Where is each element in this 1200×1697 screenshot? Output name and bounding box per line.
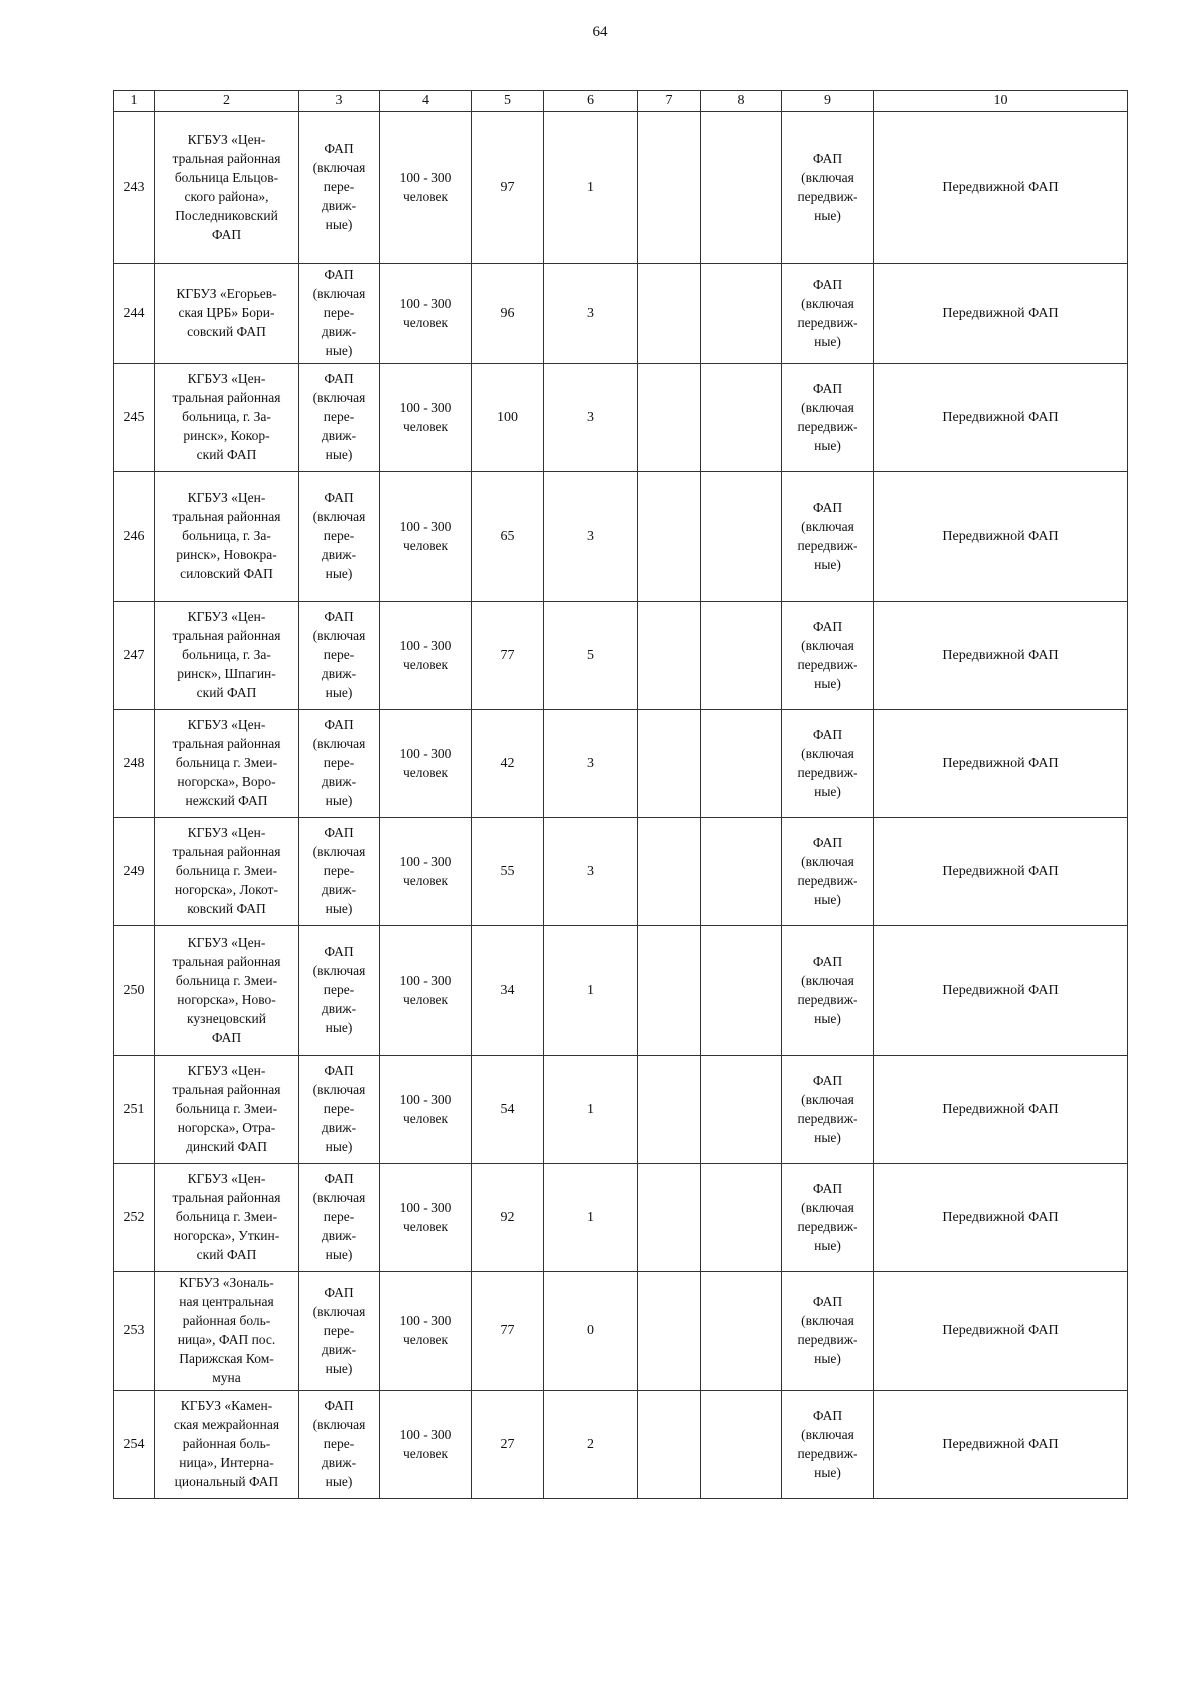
facility-type-cell <box>299 602 380 710</box>
column-7-cell <box>638 602 701 710</box>
organization-text: КГБУЗ «Зональ- ная центральная районная боль- ница», ФАП пос. Парижская Ком- муна <box>177 1275 276 1385</box>
column-5-text: 96 <box>500 305 515 321</box>
table-row <box>114 926 1128 1056</box>
column-6-text: 3 <box>587 863 594 879</box>
population-cell <box>380 1391 472 1499</box>
row-number-text: 246 <box>123 528 145 544</box>
row-number-cell <box>114 112 155 264</box>
column-6-cell <box>544 472 638 602</box>
column-7-cell <box>638 1164 701 1272</box>
column-9-cell <box>782 1164 874 1272</box>
organization-cell <box>155 364 299 472</box>
column-5-cell <box>472 1272 544 1391</box>
column-7-cell <box>638 710 701 818</box>
column-10-text: Передвижной ФАП <box>942 647 1059 663</box>
column-7-cell <box>638 112 701 264</box>
column-7-cell <box>638 472 701 602</box>
column-6-cell <box>544 1391 638 1499</box>
column-header-1: 1 <box>114 91 155 112</box>
column-5-text: 42 <box>500 755 515 771</box>
organization-cell <box>155 926 299 1056</box>
organization-text: КГБУЗ «Цен- тральная районная больница г. Змеи- ногорска», Отра- динский ФАП <box>172 1063 281 1154</box>
column-7-cell <box>638 364 701 472</box>
population-text: 100 - 300 человек <box>399 637 452 672</box>
column-6-cell <box>544 1272 638 1391</box>
organization-cell <box>155 602 299 710</box>
table-row <box>114 1391 1128 1499</box>
column-5-cell <box>472 364 544 472</box>
column-7-cell <box>638 1272 701 1391</box>
organization-text: КГБУЗ «Цен- тральная районная больница, г. За- ринск», Шпагин- ский ФАП <box>172 609 281 700</box>
population-cell <box>380 1164 472 1272</box>
column-10-cell <box>874 1056 1128 1164</box>
population-cell <box>380 112 472 264</box>
table-row <box>114 264 1128 364</box>
column-header-2: 2 <box>155 91 299 112</box>
column-6-text: 3 <box>587 528 594 544</box>
facility-type-text: ФАП (включая пере- движ- ные) <box>312 141 366 232</box>
facility-type-text: ФАП (включая пере- движ- ные) <box>312 1063 366 1154</box>
facility-type-text: ФАП (включая пере- движ- ные) <box>312 825 366 916</box>
column-5-text: 55 <box>500 863 515 879</box>
population-text: 100 - 300 человек <box>399 1426 452 1461</box>
column-6-text: 2 <box>587 1436 594 1452</box>
column-5-cell <box>472 710 544 818</box>
population-text: 100 - 300 человек <box>399 972 452 1007</box>
column-5-cell <box>472 926 544 1056</box>
facility-type-cell <box>299 364 380 472</box>
column-10-text: Передвижной ФАП <box>942 179 1059 195</box>
column-9-text: ФАП (включая передвиж- ные) <box>797 1072 858 1145</box>
row-number-text: 245 <box>123 409 145 425</box>
column-6-cell <box>544 926 638 1056</box>
facility-type-cell <box>299 1391 380 1499</box>
column-6-cell <box>544 818 638 926</box>
column-9-text: ФАП (включая передвиж- ные) <box>797 1180 858 1253</box>
column-10-text: Передвижной ФАП <box>942 305 1059 321</box>
column-8-cell <box>701 602 782 710</box>
column-5-text: 77 <box>500 1323 515 1338</box>
column-6-text: 5 <box>587 647 594 663</box>
column-5-cell <box>472 1164 544 1272</box>
population-text: 100 - 300 человек <box>399 745 452 780</box>
column-5-text: 65 <box>500 528 515 544</box>
column-10-cell <box>874 1272 1128 1391</box>
row-number-cell <box>114 264 155 364</box>
column-6-cell <box>544 112 638 264</box>
facility-type-text: ФАП (включая пере- движ- ные) <box>312 267 366 358</box>
organization-cell <box>155 710 299 818</box>
facility-type-cell <box>299 1056 380 1164</box>
column-9-cell <box>782 1056 874 1164</box>
organization-cell <box>155 1272 299 1391</box>
organization-cell <box>155 1056 299 1164</box>
organization-text: КГБУЗ «Цен- тральная районная больница г. Змеи- ногорска», Ново- кузнецовский ФАП <box>172 934 281 1045</box>
organization-text: КГБУЗ «Цен- тральная районная больница г. Змеи- ногорска», Уткин- ский ФАП <box>172 1171 281 1262</box>
organization-cell <box>155 264 299 364</box>
population-cell <box>380 818 472 926</box>
column-6-cell <box>544 264 638 364</box>
column-10-cell <box>874 472 1128 602</box>
column-9-text: ФАП (включая передвиж- ные) <box>797 834 858 907</box>
row-number-text: 250 <box>123 982 145 998</box>
organization-cell <box>155 472 299 602</box>
column-10-cell <box>874 710 1128 818</box>
column-8-cell <box>701 710 782 818</box>
population-cell <box>380 364 472 472</box>
column-5-cell <box>472 1391 544 1499</box>
column-9-cell <box>782 264 874 364</box>
facility-type-text: ФАП (включая пере- движ- ные) <box>312 1284 366 1376</box>
column-5-text: 97 <box>500 179 515 195</box>
column-7-cell <box>638 926 701 1056</box>
row-number-cell <box>114 1056 155 1164</box>
column-8-cell <box>701 1056 782 1164</box>
table-body <box>114 112 1128 1499</box>
row-number-cell <box>114 1391 155 1499</box>
facility-type-text: ФАП (включая пере- движ- ные) <box>312 944 366 1035</box>
table-row <box>114 1272 1128 1391</box>
column-10-text: Передвижной ФАП <box>942 1436 1059 1452</box>
organization-cell <box>155 112 299 264</box>
column-5-text: 27 <box>500 1436 515 1452</box>
facility-type-cell <box>299 472 380 602</box>
population-text: 100 - 300 человек <box>399 295 452 330</box>
column-5-cell <box>472 472 544 602</box>
column-5-text: 92 <box>500 1209 515 1225</box>
column-7-cell <box>638 818 701 926</box>
column-5-text: 100 <box>497 409 518 425</box>
column-10-cell <box>874 926 1128 1056</box>
facility-type-cell <box>299 926 380 1056</box>
facility-type-text: ФАП (включая пере- движ- ные) <box>312 717 366 808</box>
column-10-cell <box>874 1391 1128 1499</box>
column-9-text: ФАП (включая передвиж- ные) <box>797 618 858 691</box>
organization-cell <box>155 1391 299 1499</box>
column-header-10: 10 <box>874 91 1128 112</box>
column-6-text: 0 <box>587 1323 594 1338</box>
column-6-text: 3 <box>587 755 594 771</box>
population-cell <box>380 1056 472 1164</box>
column-9-text: ФАП (включая передвиж- ные) <box>797 499 858 572</box>
column-header-5: 5 <box>472 91 544 112</box>
column-5-cell <box>472 602 544 710</box>
column-10-text: Передвижной ФАП <box>942 1209 1059 1225</box>
column-8-cell <box>701 364 782 472</box>
column-9-cell <box>782 602 874 710</box>
column-10-cell <box>874 1164 1128 1272</box>
row-number-cell <box>114 364 155 472</box>
facility-type-text: ФАП (включая пере- движ- ные) <box>312 1398 366 1489</box>
column-8-cell <box>701 926 782 1056</box>
row-number-cell <box>114 1164 155 1272</box>
table-row <box>114 112 1128 264</box>
organization-text: КГБУЗ «Цен- тральная районная больница г. Змеи- ногорска», Локот- ковский ФАП <box>172 825 281 916</box>
column-9-cell <box>782 926 874 1056</box>
column-9-text: ФАП (включая передвиж- ные) <box>797 953 858 1026</box>
table-row <box>114 710 1128 818</box>
row-number-cell <box>114 602 155 710</box>
row-number-text: 252 <box>123 1209 145 1225</box>
column-5-text: 34 <box>500 982 515 998</box>
column-9-cell <box>782 710 874 818</box>
organization-text: КГБУЗ «Цен- тральная районная больница, г. За- ринск», Кокор- ский ФАП <box>172 371 281 462</box>
column-5-cell <box>472 818 544 926</box>
organization-text: КГБУЗ «Цен- тральная районная больница, г. За- ринск», Новокра- силовский ФАП <box>172 490 281 581</box>
column-9-cell <box>782 112 874 264</box>
facility-type-text: ФАП (включая пере- движ- ные) <box>312 371 366 462</box>
column-5-text: 77 <box>500 647 515 663</box>
column-10-text: Передвижной ФАП <box>942 755 1059 771</box>
facility-type-text: ФАП (включая пере- движ- ные) <box>312 609 366 700</box>
row-number-text: 248 <box>123 755 145 771</box>
population-cell <box>380 472 472 602</box>
column-10-cell <box>874 264 1128 364</box>
facility-type-cell <box>299 264 380 364</box>
column-10-text: Передвижной ФАП <box>942 528 1059 544</box>
column-8-cell <box>701 1272 782 1391</box>
page-number: 64 <box>592 24 608 40</box>
population-text: 100 - 300 человек <box>399 1091 452 1126</box>
column-10-text: Передвижной ФАП <box>942 863 1059 879</box>
organization-text: КГБУЗ «Цен- тральная районная больница Ельцов- ского района», Последниковский ФАП <box>172 131 281 242</box>
column-9-text: ФАП (включая передвиж- ные) <box>797 380 858 453</box>
population-cell <box>380 1272 472 1391</box>
population-cell <box>380 926 472 1056</box>
column-6-cell <box>544 602 638 710</box>
row-number-text: 249 <box>123 863 145 879</box>
column-6-cell <box>544 364 638 472</box>
column-10-text: Передвижной ФАП <box>942 982 1059 998</box>
facility-type-cell <box>299 818 380 926</box>
population-cell <box>380 602 472 710</box>
column-header-4: 4 <box>380 91 472 112</box>
column-header-8: 8 <box>701 91 782 112</box>
column-header-7: 7 <box>638 91 701 112</box>
organization-text: КГБУЗ «Камен- ская межрайонная районная боль- ница», Интерна- циональный ФАП <box>173 1398 280 1489</box>
row-number-text: 254 <box>123 1436 145 1452</box>
facility-type-text: ФАП (включая пере- движ- ные) <box>312 1171 366 1262</box>
row-number-cell <box>114 472 155 602</box>
table-row <box>114 1164 1128 1272</box>
row-number-cell <box>114 1272 155 1391</box>
column-5-cell <box>472 264 544 364</box>
column-10-text: Передвижной ФАП <box>942 409 1059 425</box>
column-7-cell <box>638 1391 701 1499</box>
table-row <box>114 364 1128 472</box>
column-7-cell <box>638 1056 701 1164</box>
population-text: 100 - 300 человек <box>399 518 452 553</box>
facility-type-cell <box>299 1272 380 1391</box>
population-text: 100 - 300 человек <box>399 853 452 888</box>
population-text: 100 - 300 человек <box>399 169 452 204</box>
facility-type-text: ФАП (включая пере- движ- ные) <box>312 490 366 581</box>
facility-type-cell <box>299 112 380 264</box>
column-10-cell <box>874 364 1128 472</box>
facility-type-cell <box>299 1164 380 1272</box>
population-text: 100 - 300 человек <box>399 1313 452 1347</box>
facility-type-cell <box>299 710 380 818</box>
column-header-6: 6 <box>544 91 638 112</box>
column-9-text: ФАП (включая передвиж- ные) <box>797 276 858 349</box>
column-header-9: 9 <box>782 91 874 112</box>
column-10-cell <box>874 602 1128 710</box>
column-6-text: 3 <box>587 305 594 321</box>
column-5-text: 54 <box>500 1101 515 1117</box>
row-number-text: 253 <box>123 1323 145 1338</box>
column-8-cell <box>701 818 782 926</box>
column-8-cell <box>701 472 782 602</box>
table-row <box>114 472 1128 602</box>
row-number-text: 243 <box>123 179 145 195</box>
population-text: 100 - 300 человек <box>399 399 452 434</box>
population-cell <box>380 710 472 818</box>
column-header-3: 3 <box>299 91 380 112</box>
column-6-text: 1 <box>587 1209 594 1225</box>
column-6-text: 1 <box>587 982 594 998</box>
column-9-cell <box>782 472 874 602</box>
column-8-cell <box>701 112 782 264</box>
column-6-text: 3 <box>587 409 594 425</box>
row-number-text: 247 <box>123 647 145 663</box>
table-row <box>114 1056 1128 1164</box>
table-row <box>114 602 1128 710</box>
column-9-text: ФАП (включая передвиж- ные) <box>797 1407 858 1480</box>
row-number-cell <box>114 926 155 1056</box>
column-10-text: Передвижной ФАП <box>942 1323 1059 1338</box>
column-10-cell <box>874 112 1128 264</box>
row-number-cell <box>114 818 155 926</box>
column-9-text: ФАП (включая передвиж- ные) <box>797 1294 858 1366</box>
column-9-text: ФАП (включая передвиж- ные) <box>797 150 858 223</box>
column-5-cell <box>472 112 544 264</box>
column-6-cell <box>544 1056 638 1164</box>
organization-cell <box>155 1164 299 1272</box>
column-6-cell <box>544 1164 638 1272</box>
row-number-text: 244 <box>123 305 145 321</box>
column-10-text: Передвижной ФАП <box>942 1101 1059 1117</box>
row-number-cell <box>114 710 155 818</box>
column-8-cell <box>701 1164 782 1272</box>
column-9-cell <box>782 1391 874 1499</box>
data-table <box>113 90 1128 1499</box>
column-10-cell <box>874 818 1128 926</box>
column-9-cell <box>782 818 874 926</box>
column-8-cell <box>701 1391 782 1499</box>
organization-cell <box>155 818 299 926</box>
organization-text: КГБУЗ «Цен- тральная районная больница г. Змеи- ногорска», Воро- нежский ФАП <box>172 717 281 808</box>
column-9-text: ФАП (включая передвиж- ные) <box>797 726 858 799</box>
column-6-text: 1 <box>587 179 594 195</box>
organization-text: КГБУЗ «Егорьев- ская ЦРБ» Бори- совский ФАП <box>176 286 277 339</box>
header-row <box>114 91 1128 112</box>
column-9-cell <box>782 364 874 472</box>
population-cell <box>380 264 472 364</box>
table-row <box>114 818 1128 926</box>
column-5-cell <box>472 1056 544 1164</box>
population-text: 100 - 300 человек <box>399 1199 452 1234</box>
column-8-cell <box>701 264 782 364</box>
column-7-cell <box>638 264 701 364</box>
column-9-cell <box>782 1272 874 1391</box>
row-number-text: 251 <box>123 1101 145 1117</box>
column-6-text: 1 <box>587 1101 594 1117</box>
column-6-cell <box>544 710 638 818</box>
